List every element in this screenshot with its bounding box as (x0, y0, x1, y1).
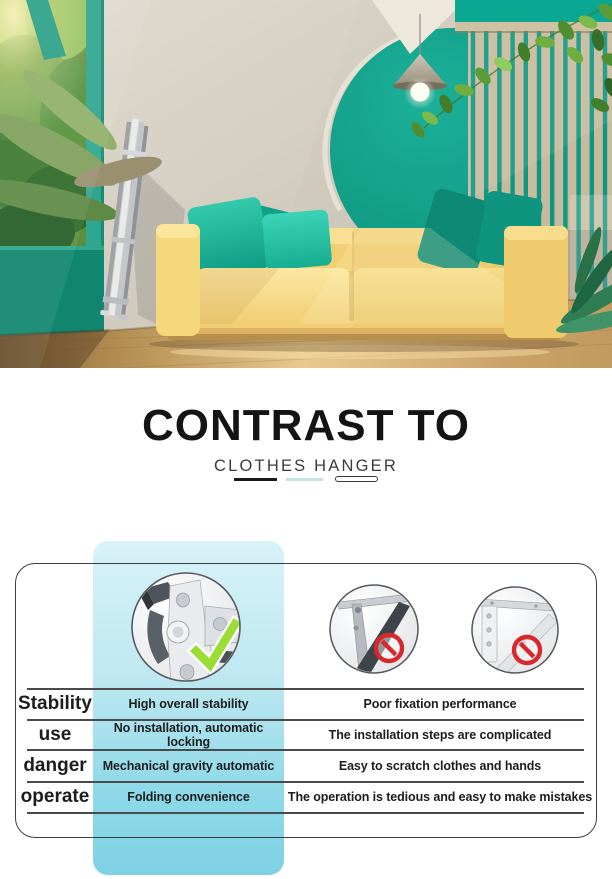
competitor-frame-photo-2 (472, 587, 558, 674)
row-label: danger (23, 754, 87, 776)
hero-photo (0, 0, 612, 368)
table-row (0, 750, 612, 781)
section-title: CONTRAST TO (142, 401, 470, 450)
row-divider (27, 812, 584, 814)
section-subtitle: CLOTHES HANGER (214, 457, 398, 475)
product-mechanism-photo (132, 573, 240, 696)
armrest-right (504, 226, 568, 338)
competitor-frame-photo-1 (330, 585, 418, 674)
competitor-cell: The operation is tedious and easy to make mistakes (287, 790, 593, 804)
table-row (0, 720, 612, 749)
competitor-cell: The installation steps are complicated (328, 727, 552, 742)
no-entry-icon (514, 637, 540, 663)
product-cell: High overall stability (128, 697, 249, 711)
divider-dashes (0, 476, 612, 482)
row-label: use (38, 723, 72, 745)
product-cell: Mechanical gravity automatic (102, 758, 275, 773)
row-label: operate (20, 786, 90, 807)
hero-photo-illustration (0, 0, 612, 368)
dash-solid-teal (286, 478, 323, 481)
competitor-cell: Easy to scratch clothes and hands (338, 758, 542, 773)
product-cell: No installation, automatic locking (113, 720, 264, 749)
table-row (0, 689, 612, 719)
armrest-left (156, 224, 200, 336)
no-entry-icon (376, 635, 402, 661)
competitor-cell: Poor fixation performance (363, 697, 517, 711)
row-label: Stability (18, 693, 92, 714)
product-cell: Folding convenience (127, 790, 250, 804)
table-row (0, 782, 612, 812)
dash-outline (335, 476, 378, 482)
dash-solid-black (234, 478, 277, 481)
